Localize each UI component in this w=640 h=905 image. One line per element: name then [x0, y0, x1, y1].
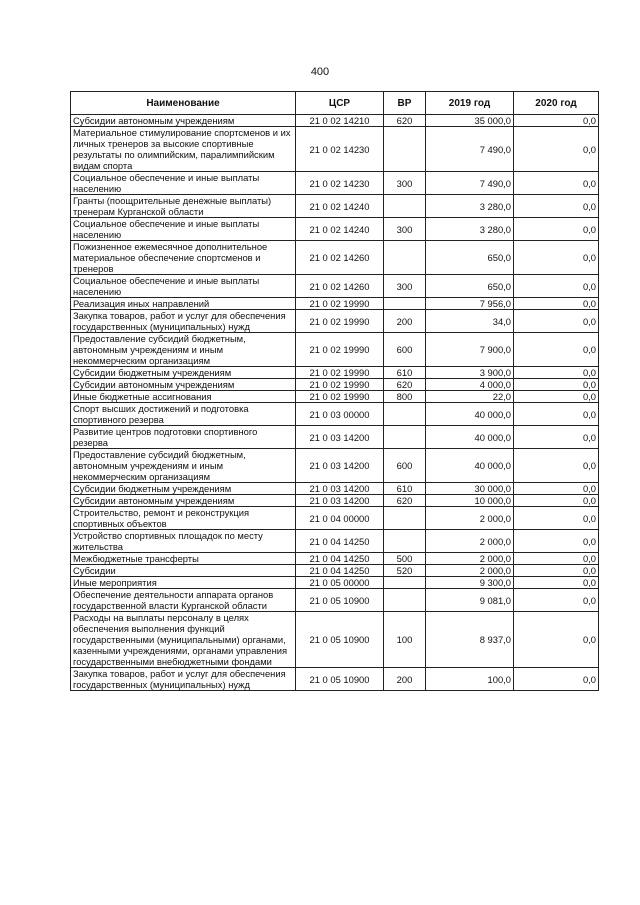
table-row [71, 127, 599, 172]
table-row [71, 426, 599, 449]
table-row [71, 507, 599, 530]
cell-name: Обеспечение деятельности аппарата органов государственной власти Курганской области [71, 589, 296, 612]
cell-csr: 21 0 03 14200 [296, 495, 384, 507]
cell-2019: 7 490,0 [426, 172, 514, 195]
cell-2019: 650,0 [426, 275, 514, 298]
cell-2020: 0,0 [514, 115, 599, 127]
cell-2020: 0,0 [514, 218, 599, 241]
cell-2020: 0,0 [514, 241, 599, 275]
cell-2020: 0,0 [514, 612, 599, 668]
cell-2020: 0,0 [514, 449, 599, 483]
cell-csr: 21 0 03 14200 [296, 483, 384, 495]
cell-2019: 40 000,0 [426, 449, 514, 483]
cell-vr [384, 241, 426, 275]
budget-table [70, 91, 599, 691]
cell-2019: 34,0 [426, 310, 514, 333]
cell-vr: 200 [384, 310, 426, 333]
cell-name: Реализация иных направлений [71, 298, 296, 310]
cell-2019: 2 000,0 [426, 565, 514, 577]
cell-2019: 35 000,0 [426, 115, 514, 127]
cell-2019: 4 000,0 [426, 379, 514, 391]
table-row [71, 403, 599, 426]
cell-csr: 21 0 02 19990 [296, 379, 384, 391]
cell-csr: 21 0 03 00000 [296, 403, 384, 426]
cell-csr: 21 0 02 19990 [296, 333, 384, 367]
cell-name: Гранты (поощрительные денежные выплаты) тренерам Курганской области [71, 195, 296, 218]
table-row [71, 530, 599, 553]
table-row [71, 298, 599, 310]
cell-2019: 22,0 [426, 391, 514, 403]
cell-2019: 40 000,0 [426, 403, 514, 426]
cell-2019: 8 937,0 [426, 612, 514, 668]
table-row [71, 553, 599, 565]
table-row [71, 310, 599, 333]
cell-2019: 9 081,0 [426, 589, 514, 612]
cell-vr [384, 577, 426, 589]
cell-vr [384, 426, 426, 449]
cell-vr: 600 [384, 449, 426, 483]
cell-csr: 21 0 05 10900 [296, 612, 384, 668]
cell-2019: 30 000,0 [426, 483, 514, 495]
header-2019: 2019 год [426, 92, 514, 115]
cell-csr: 21 0 05 00000 [296, 577, 384, 589]
cell-2020: 0,0 [514, 507, 599, 530]
cell-2020: 0,0 [514, 553, 599, 565]
cell-csr: 21 0 04 00000 [296, 507, 384, 530]
cell-name: Социальное обеспечение и иные выплаты населению [71, 218, 296, 241]
cell-2020: 0,0 [514, 483, 599, 495]
cell-2020: 0,0 [514, 668, 599, 691]
cell-2020: 0,0 [514, 275, 599, 298]
cell-csr: 21 0 03 14200 [296, 449, 384, 483]
cell-2020: 0,0 [514, 391, 599, 403]
table-row [71, 495, 599, 507]
cell-name: Строительство, ремонт и реконструкция спортивных объектов [71, 507, 296, 530]
table-row [71, 241, 599, 275]
cell-vr: 500 [384, 553, 426, 565]
table-row [71, 275, 599, 298]
cell-vr: 800 [384, 391, 426, 403]
table-row [71, 565, 599, 577]
cell-2019: 7 900,0 [426, 333, 514, 367]
cell-vr [384, 195, 426, 218]
cell-vr [384, 589, 426, 612]
table-row [71, 483, 599, 495]
cell-name: Спорт высших достижений и подготовка спортивного резерва [71, 403, 296, 426]
cell-2020: 0,0 [514, 298, 599, 310]
cell-2020: 0,0 [514, 530, 599, 553]
table-row [71, 115, 599, 127]
cell-2020: 0,0 [514, 589, 599, 612]
cell-csr: 21 0 02 14210 [296, 115, 384, 127]
cell-csr: 21 0 04 14250 [296, 553, 384, 565]
cell-name: Иные бюджетные ассигнования [71, 391, 296, 403]
table-row [71, 379, 599, 391]
cell-vr: 620 [384, 379, 426, 391]
cell-2019: 100,0 [426, 668, 514, 691]
cell-name: Субсидии автономным учреждениям [71, 495, 296, 507]
cell-vr: 610 [384, 367, 426, 379]
cell-2019: 9 300,0 [426, 577, 514, 589]
cell-vr [384, 530, 426, 553]
cell-name: Межбюджетные трансферты [71, 553, 296, 565]
cell-vr: 200 [384, 668, 426, 691]
table-row [71, 612, 599, 668]
cell-2019: 7 956,0 [426, 298, 514, 310]
cell-2019: 2 000,0 [426, 507, 514, 530]
cell-name: Субсидии бюджетным учреждениям [71, 367, 296, 379]
cell-vr: 100 [384, 612, 426, 668]
cell-name: Социальное обеспечение и иные выплаты населению [71, 172, 296, 195]
cell-csr: 21 0 04 14250 [296, 565, 384, 577]
cell-2020: 0,0 [514, 403, 599, 426]
table-row [71, 391, 599, 403]
table-row [71, 589, 599, 612]
cell-csr: 21 0 04 14250 [296, 530, 384, 553]
cell-csr: 21 0 02 14230 [296, 172, 384, 195]
cell-2019: 10 000,0 [426, 495, 514, 507]
cell-name: Расходы на выплаты персоналу в целях обеспечения выполнения функций государственными (муниципальными) органами, казенными учреждениями, органами управления государственными внебюджетными фондами [71, 612, 296, 668]
cell-2019: 2 000,0 [426, 553, 514, 565]
cell-vr: 300 [384, 275, 426, 298]
cell-csr: 21 0 02 14260 [296, 241, 384, 275]
cell-2020: 0,0 [514, 565, 599, 577]
cell-2019: 3 280,0 [426, 218, 514, 241]
cell-csr: 21 0 03 14200 [296, 426, 384, 449]
cell-2020: 0,0 [514, 172, 599, 195]
cell-vr: 610 [384, 483, 426, 495]
cell-2020: 0,0 [514, 367, 599, 379]
cell-csr: 21 0 02 14240 [296, 218, 384, 241]
table-row [71, 333, 599, 367]
cell-2020: 0,0 [514, 333, 599, 367]
header-csr: ЦСР [296, 92, 384, 115]
cell-2019: 7 490,0 [426, 127, 514, 172]
cell-csr: 21 0 02 14260 [296, 275, 384, 298]
cell-name: Субсидии бюджетным учреждениям [71, 483, 296, 495]
cell-2020: 0,0 [514, 195, 599, 218]
cell-2019: 3 280,0 [426, 195, 514, 218]
cell-vr: 620 [384, 495, 426, 507]
cell-2020: 0,0 [514, 127, 599, 172]
cell-name: Предоставление субсидий бюджетным, автономным учреждениям и иным некоммерческим организациям [71, 449, 296, 483]
cell-name: Социальное обеспечение и иные выплаты населению [71, 275, 296, 298]
cell-vr [384, 127, 426, 172]
cell-name: Развитие центров подготовки спортивного резерва [71, 426, 296, 449]
table-row [71, 668, 599, 691]
cell-csr: 21 0 05 10900 [296, 668, 384, 691]
cell-2020: 0,0 [514, 426, 599, 449]
cell-csr: 21 0 02 19990 [296, 367, 384, 379]
cell-2019: 650,0 [426, 241, 514, 275]
cell-name: Субсидии [71, 565, 296, 577]
cell-vr [384, 298, 426, 310]
header-vr: ВР [384, 92, 426, 115]
table-row [71, 195, 599, 218]
cell-csr: 21 0 02 14240 [296, 195, 384, 218]
cell-vr: 620 [384, 115, 426, 127]
cell-name: Пожизненное ежемесячное дополнительное материальное обеспечение спортсменов и тренеров [71, 241, 296, 275]
cell-name: Закупка товаров, работ и услуг для обеспечения государственных (муниципальных) нужд [71, 668, 296, 691]
table-row [71, 367, 599, 379]
cell-2019: 3 900,0 [426, 367, 514, 379]
cell-name: Устройство спортивных площадок по месту жительства [71, 530, 296, 553]
cell-2020: 0,0 [514, 310, 599, 333]
cell-csr: 21 0 02 14230 [296, 127, 384, 172]
cell-name: Закупка товаров, работ и услуг для обеспечения государственных (муниципальных) нужд [71, 310, 296, 333]
cell-vr [384, 403, 426, 426]
header-2020: 2020 год [514, 92, 599, 115]
table-row [71, 172, 599, 195]
cell-csr: 21 0 02 19990 [296, 310, 384, 333]
cell-vr: 300 [384, 172, 426, 195]
cell-vr [384, 507, 426, 530]
cell-2020: 0,0 [514, 379, 599, 391]
table-row [71, 577, 599, 589]
cell-csr: 21 0 02 19990 [296, 391, 384, 403]
cell-name: Субсидии автономным учреждениям [71, 115, 296, 127]
cell-2019: 2 000,0 [426, 530, 514, 553]
table-row [71, 449, 599, 483]
cell-name: Иные мероприятия [71, 577, 296, 589]
cell-name: Предоставление субсидий бюджетным, автономным учреждениям и иным некоммерческим организациям [71, 333, 296, 367]
table-row [71, 218, 599, 241]
cell-name: Материальное стимулирование спортсменов и их личных тренеров за высокие спортивные результаты по олимпийским, паралимпийским видам спорта [71, 127, 296, 172]
cell-2020: 0,0 [514, 577, 599, 589]
header-name: Наименование [71, 92, 296, 115]
table-body [71, 115, 599, 691]
cell-vr: 300 [384, 218, 426, 241]
cell-name: Субсидии автономным учреждениям [71, 379, 296, 391]
cell-vr: 520 [384, 565, 426, 577]
table-header-row [71, 92, 599, 115]
cell-2019: 40 000,0 [426, 426, 514, 449]
cell-csr: 21 0 05 10900 [296, 589, 384, 612]
page-number: 400 [310, 66, 330, 78]
cell-2020: 0,0 [514, 495, 599, 507]
cell-csr: 21 0 02 19990 [296, 298, 384, 310]
cell-vr: 600 [384, 333, 426, 367]
